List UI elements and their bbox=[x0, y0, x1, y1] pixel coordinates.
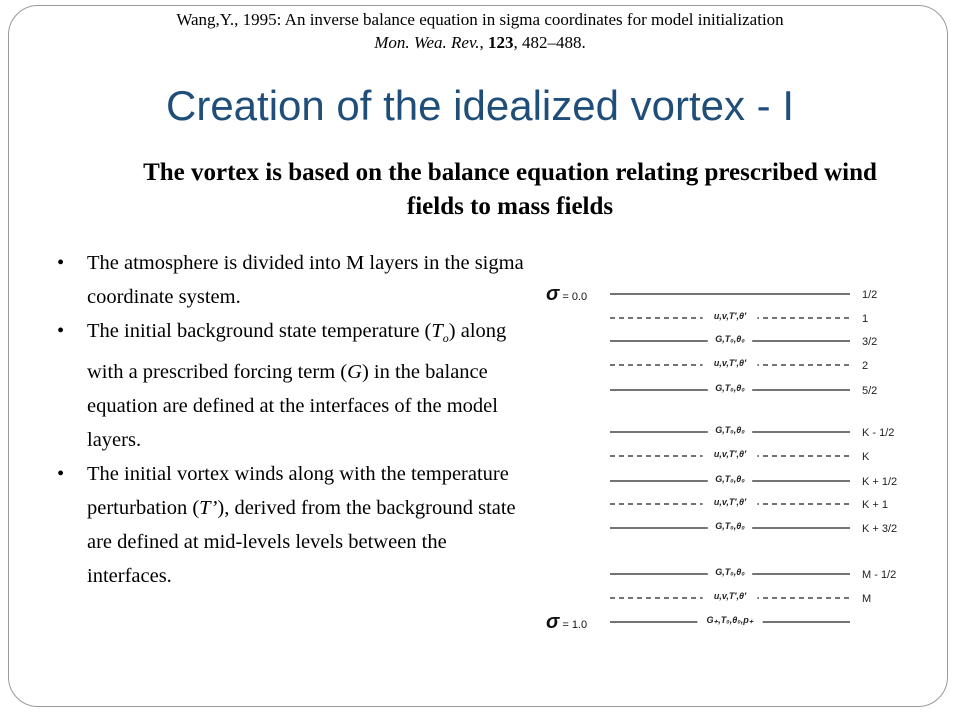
citation-line-1: Wang,Y., 1995: An inverse balance equation in sigma coordinates for model initialization bbox=[176, 10, 784, 29]
bullet-dot: • bbox=[57, 252, 65, 274]
citation-line-2: Mon. Wea. Rev., 123, 482–488. bbox=[374, 33, 586, 52]
citation-pages: , 482–488. bbox=[513, 33, 586, 52]
center-label: G,T₀,θ₀ bbox=[715, 383, 745, 393]
level-label: 1/2 bbox=[862, 289, 878, 301]
center-label: u,v,T′,θ′ bbox=[713, 449, 747, 459]
slide-title: Creation of the idealized vortex - I bbox=[166, 82, 794, 129]
bullet-item: • The initial background state temperature $(T_o)$ along with a prescribed forcing term (G) in the balance equation are defined at the interfaces of the model layers. bbox=[55, 314, 525, 457]
level-label: 1 bbox=[862, 313, 869, 325]
center-label: u,v,T′,θ′ bbox=[713, 591, 747, 601]
center-label: G₊,T₀,θ₀,p₊ bbox=[706, 615, 754, 625]
level-label: 2 bbox=[862, 360, 869, 372]
bullet-item: • The atmosphere is divided into M layers in the sigma coordinate system. bbox=[55, 246, 525, 314]
citation bbox=[0, 8, 960, 54]
center-label: G,T₀,θ₀ bbox=[715, 334, 745, 344]
center-label: G,T₀,θ₀ bbox=[715, 425, 745, 435]
bullet-list bbox=[55, 246, 525, 593]
sigma-layer-svg bbox=[540, 272, 920, 642]
center-label: G,T₀,θ₀ bbox=[715, 521, 745, 531]
bullet-dot: • bbox=[57, 320, 65, 342]
center-label: G,T₀,θ₀ bbox=[715, 474, 745, 484]
level-label: 5/2 bbox=[862, 385, 878, 397]
level-label: K + 3/2 bbox=[862, 523, 898, 535]
sigma-layer-diagram bbox=[540, 272, 920, 642]
level-label: M bbox=[862, 593, 872, 605]
level-label: 3/2 bbox=[862, 336, 878, 348]
slide-subtitle: The vortex is based on the balance equation relating prescribed wind fields to mass fields bbox=[143, 159, 877, 220]
level-label: K + 1 bbox=[862, 499, 888, 511]
level-label: K + 1/2 bbox=[862, 476, 898, 488]
level-label: M - 1/2 bbox=[862, 569, 897, 581]
center-label: u,v,T′,θ′ bbox=[713, 497, 747, 507]
level-label: K - 1/2 bbox=[862, 427, 895, 439]
level-label: K bbox=[862, 451, 870, 463]
sigma-bottom-label: σ = 1.0 bbox=[546, 611, 588, 633]
center-label: u,v,T′,θ′ bbox=[713, 358, 747, 368]
bullet-item: • The initial vortex winds along with the temperature perturbation (T’), derived from the background state are defined at mid-levels levels between the interfaces. bbox=[55, 457, 525, 593]
center-label: u,v,T′,θ′ bbox=[713, 311, 747, 321]
citation-journal: Mon. Wea. Rev. bbox=[374, 33, 480, 52]
bullet-dot: • bbox=[57, 463, 65, 486]
sigma-top-label: σ = 0.0 bbox=[546, 283, 588, 305]
center-label: G,T₀,θ₀ bbox=[715, 567, 745, 577]
citation-volume: 123 bbox=[488, 33, 514, 52]
